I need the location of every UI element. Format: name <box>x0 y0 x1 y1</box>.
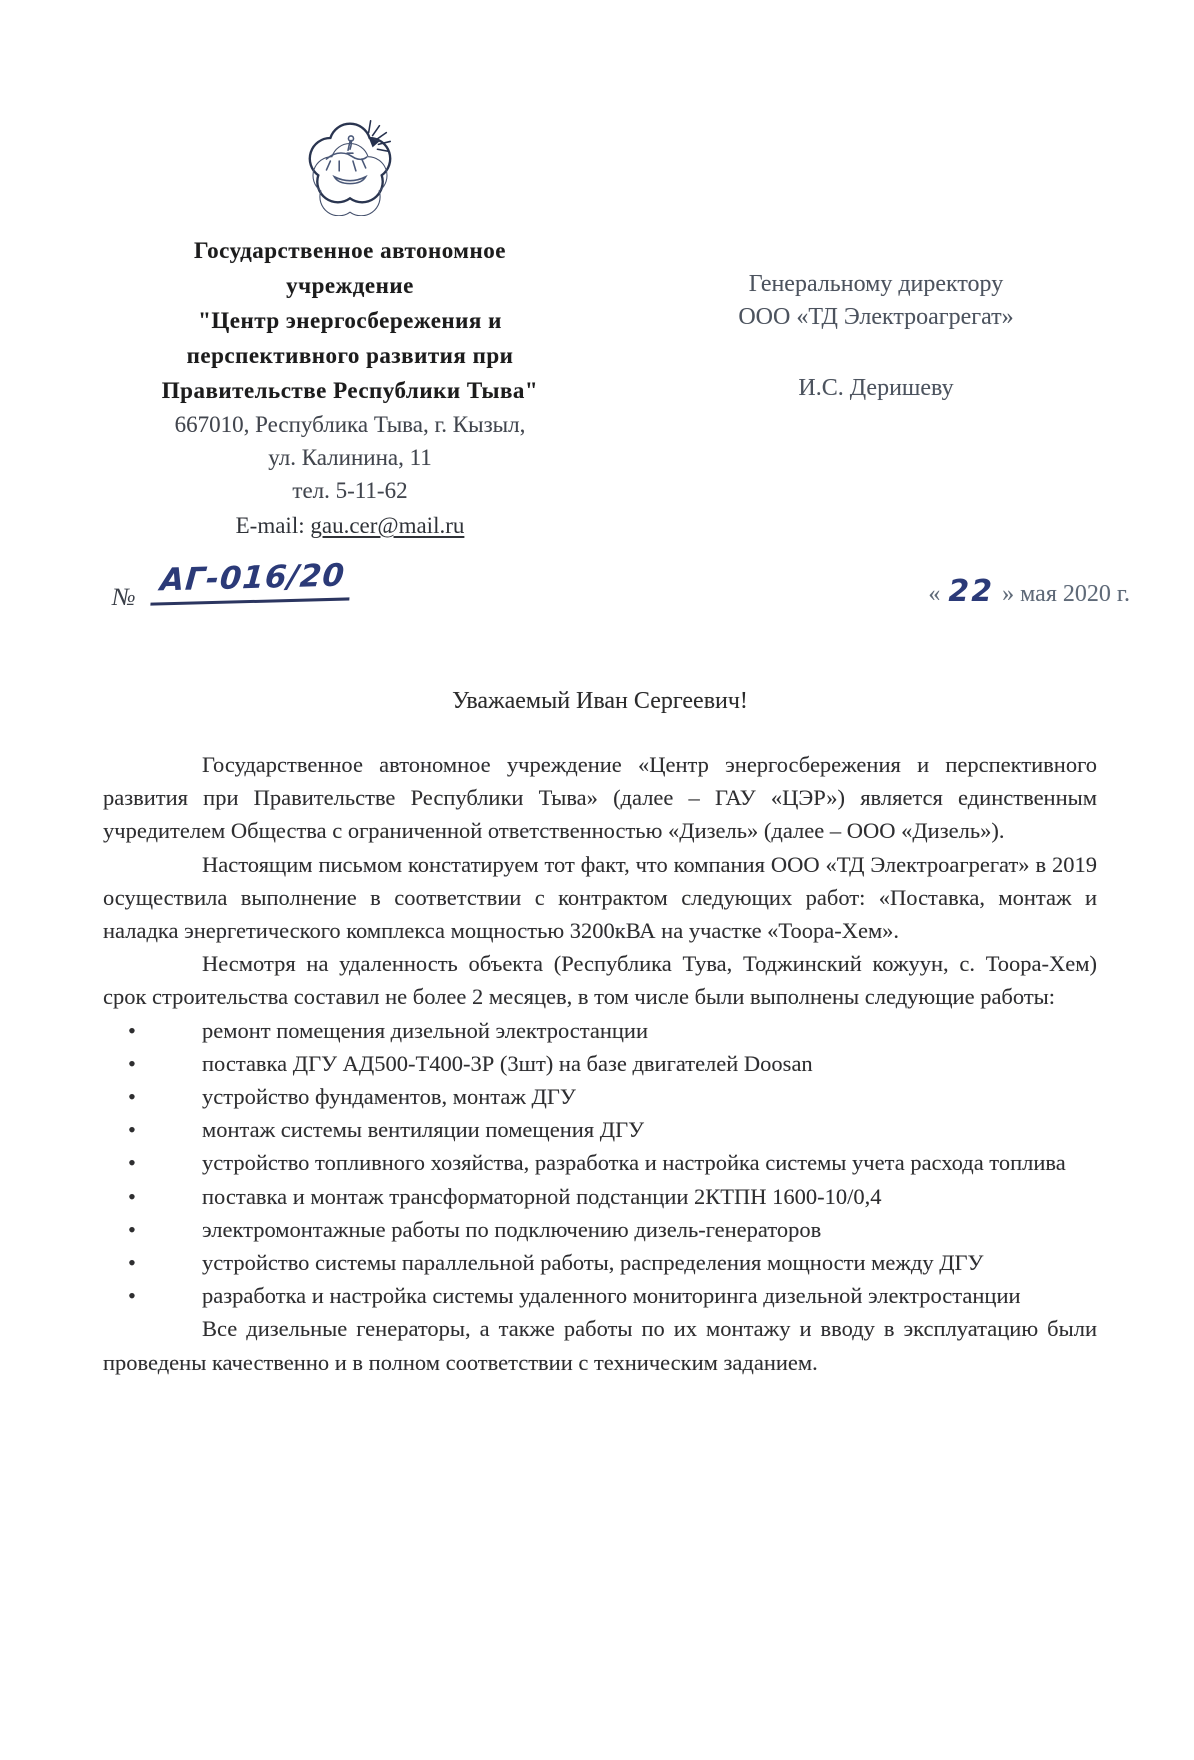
list-item <box>103 1113 1097 1146</box>
org-name-line: учреждение <box>286 273 414 298</box>
org-name-line: перспективного развития при <box>186 343 514 368</box>
letterhead <box>95 112 605 543</box>
number-sign: № <box>112 584 136 611</box>
bullet-icon: • <box>128 1250 136 1276</box>
org-address <box>95 408 605 507</box>
list-item-text: поставка и монтаж трансформаторной подстанции 2КТПН 1600-10/0,4 <box>202 1183 882 1209</box>
addressee-name: И.С. Деришеву <box>798 375 954 401</box>
list-item <box>103 1279 1097 1312</box>
list-item-text: устройство фундаментов, монтаж ДГУ <box>202 1084 576 1110</box>
list-item-text: электромонтажные работы по подключению дизель-генераторов <box>202 1216 822 1242</box>
list-item-text: разработка и настройка системы удаленного мониторинга дизельной электростанции <box>202 1283 1021 1309</box>
paragraph: Несмотря на удаленность объекта (Республика Тува, Тоджинский кожуун, с. Тоора-Хем) срок строительства составил не более 2 месяцев, в том числе были выполнены следующие работы: <box>103 951 1097 1010</box>
bullet-icon: • <box>128 1017 136 1043</box>
reference-row <box>0 557 1194 630</box>
org-name-line: "Центр энергосбережения и <box>198 308 502 333</box>
org-address-line: тел. 5-11-62 <box>292 478 408 503</box>
list-item <box>103 1146 1097 1179</box>
bullet-icon: • <box>128 1283 136 1309</box>
date-rest: » мая 2020 г. <box>1002 581 1130 607</box>
email-label: E-mail: <box>235 513 311 538</box>
addressee-block <box>700 268 1052 405</box>
list-item-text: монтаж системы вентиляции помещения ДГУ <box>202 1117 645 1143</box>
bullet-icon: • <box>128 1084 136 1110</box>
salutation: Уважаемый Иван Сергеевич! <box>452 688 748 714</box>
org-name <box>95 233 605 408</box>
list-item <box>103 1047 1097 1080</box>
list-item <box>103 1080 1097 1113</box>
list-item-text: устройство топливного хозяйства, разработка и настройка системы учета расхода топлива <box>202 1150 1066 1176</box>
list-item <box>103 1213 1097 1246</box>
list-item <box>103 1180 1097 1213</box>
date-line <box>928 574 1130 609</box>
addressee-company: ООО «ТД Электроагрегат» <box>738 304 1014 330</box>
list-item <box>103 1246 1097 1279</box>
list-item-text: поставка ДГУ АД500-Т400-3Р (3шт) на базе двигателей Doosan <box>202 1050 813 1076</box>
org-address-line: 667010, Республика Тыва, г. Кызыл, <box>174 412 526 437</box>
logo <box>95 112 605 221</box>
bullet-icon: • <box>128 1050 136 1076</box>
list-item-text: ремонт помещения дизельной электростанции <box>202 1017 649 1043</box>
bullet-icon: • <box>128 1216 136 1242</box>
org-address-line: ул. Калинина, 11 <box>268 445 432 470</box>
tuva-emblem-icon <box>291 112 409 216</box>
email-address: gau.cer@mail.ru <box>310 513 465 538</box>
handwritten-reference-number: АГ-016/20 <box>150 557 352 605</box>
paragraph: Настоящим письмом констатируем тот факт, что компания ООО «ТД Электроагрегат» в 2019 осуществила выполнение в соответствии с контрактом следующих работ: «Поставка, монтаж и наладка энергетического комплекса мощностью 3200кВА на участке «Тоора-Хем». <box>103 851 1097 944</box>
bullet-icon: • <box>128 1150 136 1176</box>
org-email-line <box>95 509 605 543</box>
list-item-text: устройство системы параллельной работы, распределения мощности между ДГУ <box>202 1250 984 1276</box>
closing-paragraph: Все дизельные генераторы, а также работы по их монтажу и вводу в эксплуатацию были проведены качественно и в полном соответствии с техническим заданием. <box>103 1316 1097 1375</box>
bullet-icon: • <box>128 1117 136 1143</box>
org-name-line: Государственное автономное <box>194 238 506 263</box>
letter-body <box>103 748 1097 1379</box>
org-name-line: Правительстве Республики Тыва" <box>161 378 539 403</box>
handwritten-day: 22 <box>948 574 995 609</box>
date-open-quote: « <box>928 581 941 607</box>
addressee-title: Генеральному директору <box>748 271 1004 297</box>
bullet-icon: • <box>128 1183 136 1209</box>
list-item <box>103 1014 1097 1047</box>
paragraph: Государственное автономное учреждение «Центр энергосбережения и перспективного развития при Правительстве Республики Тыва» (далее – ГАУ «ЦЭР») является единственным учредителем Общества с ограниченной ответственностью «Дизель» (далее – ООО «Дизель»). <box>103 752 1097 844</box>
